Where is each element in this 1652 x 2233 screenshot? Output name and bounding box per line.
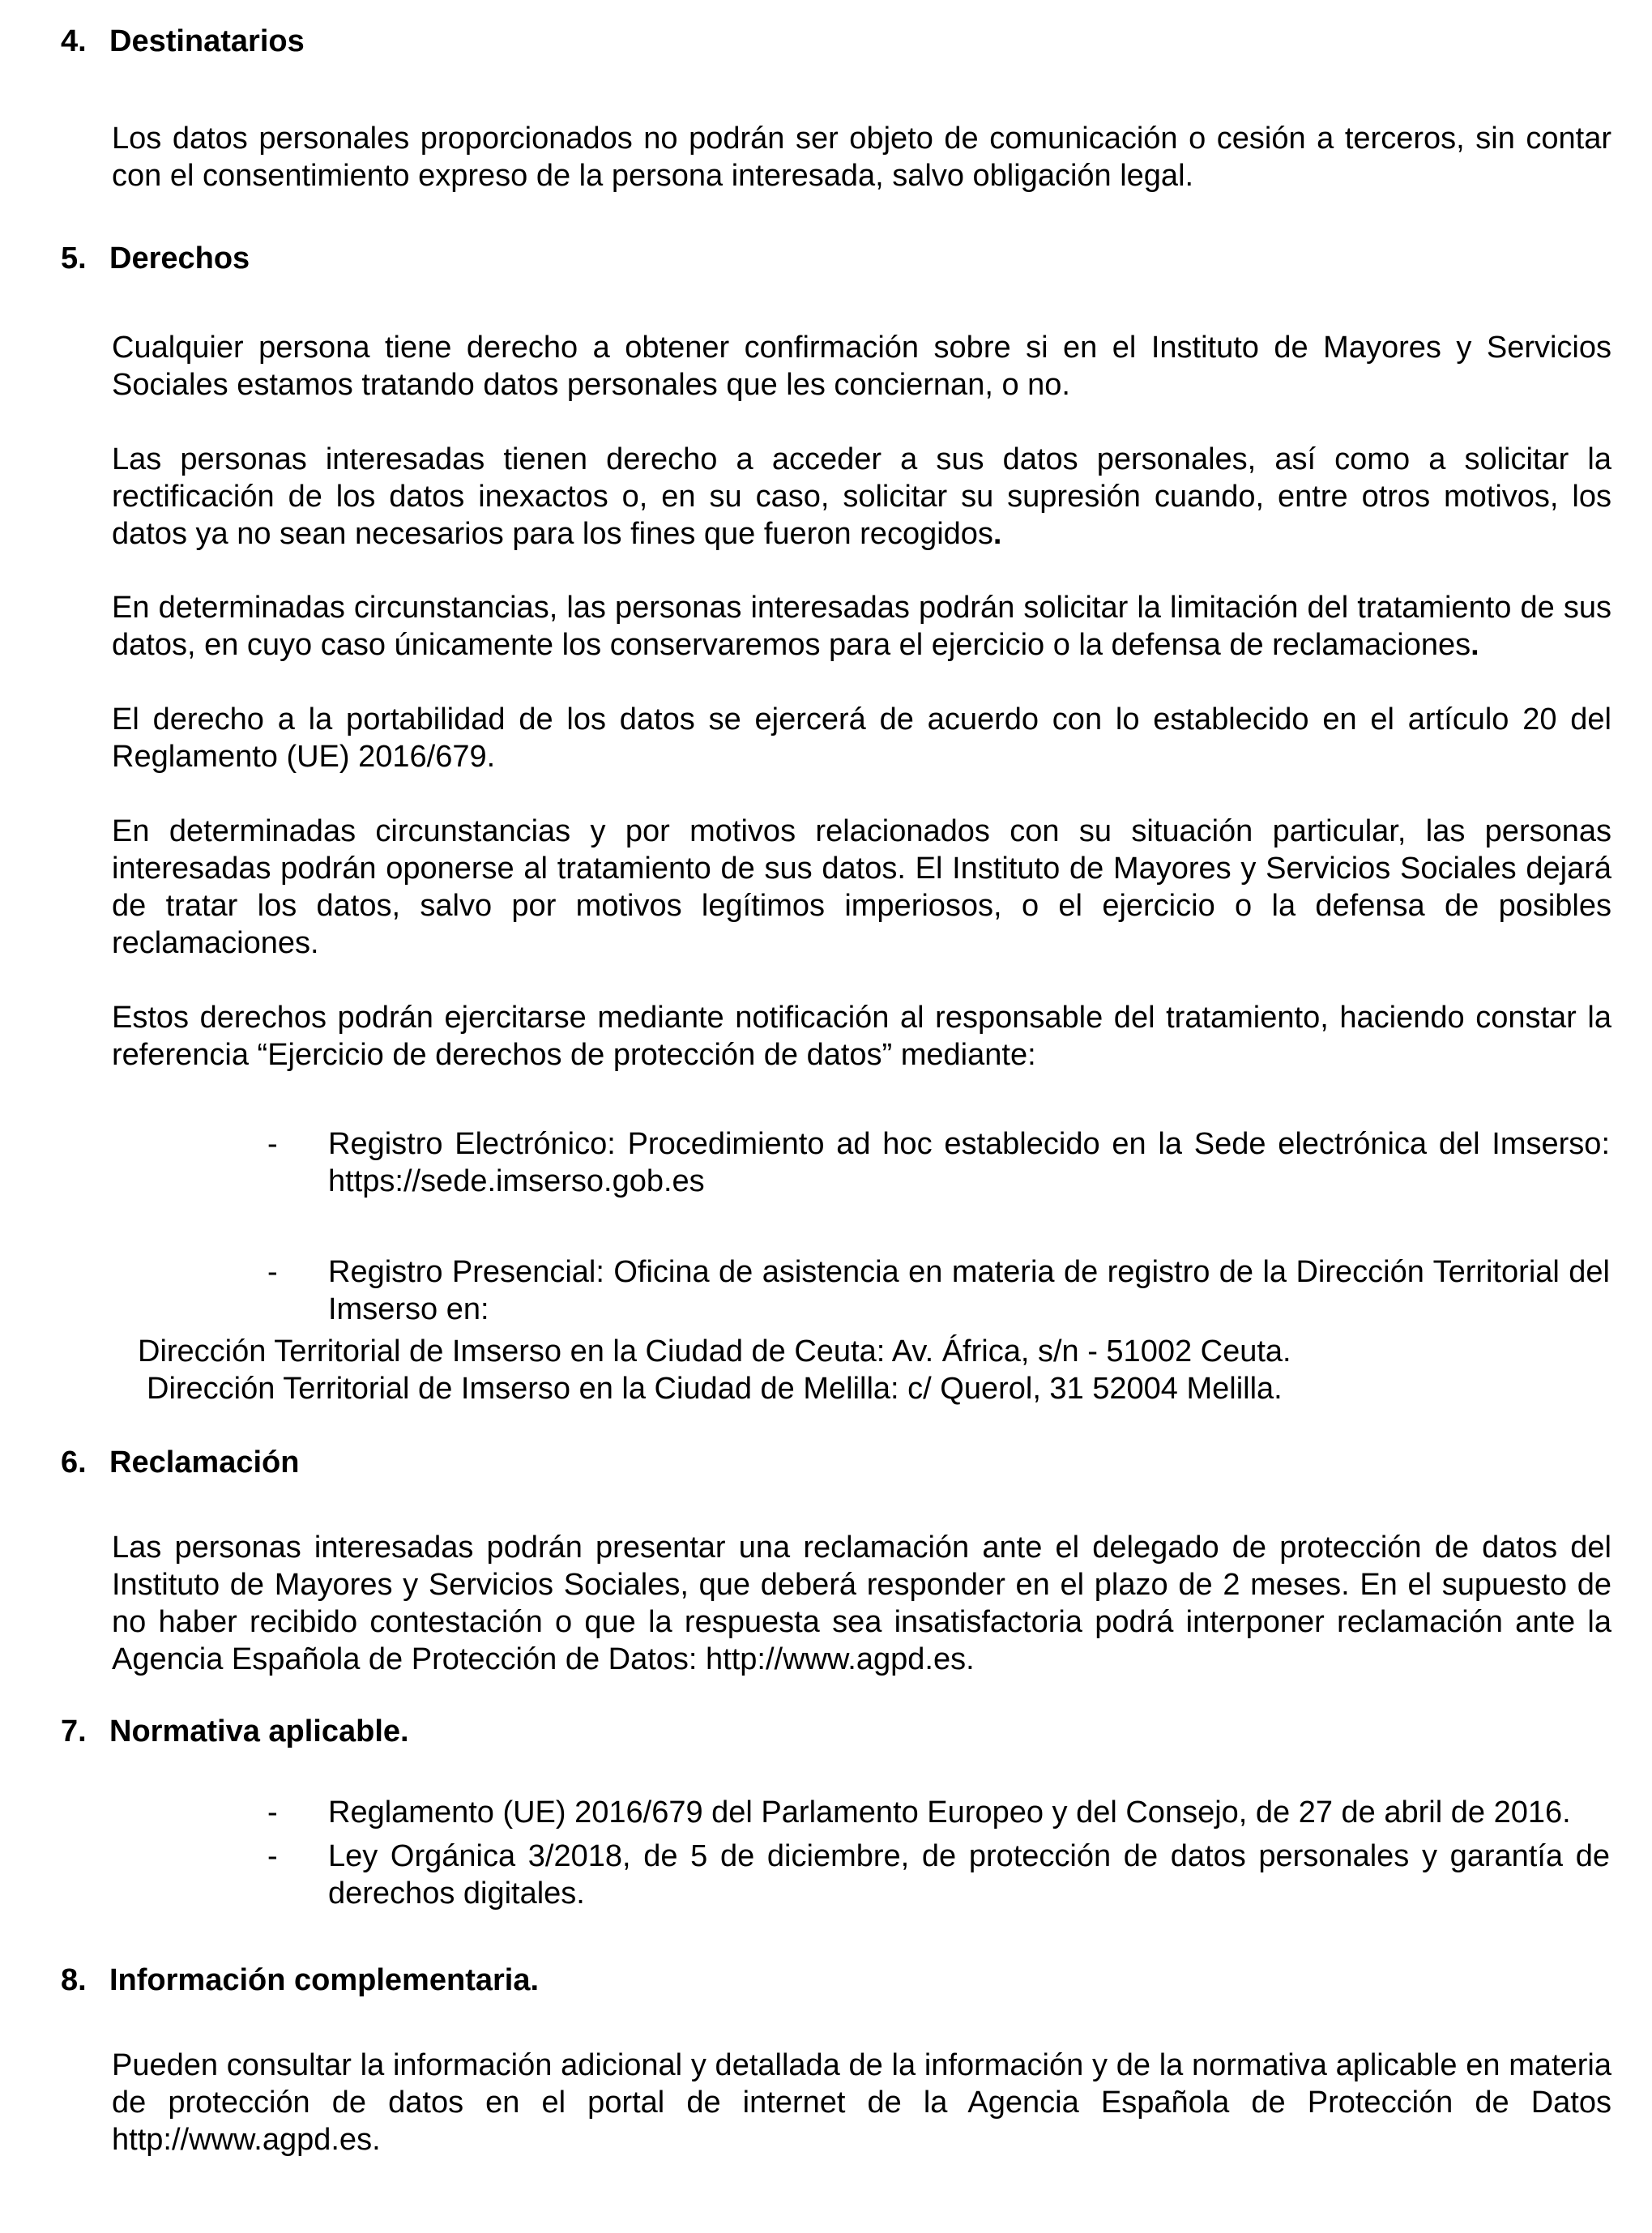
paragraph-text: Las personas interesadas tienen derecho a acceder a sus datos personales, así como a solicitar la rectificación de los datos inexactos o, en su caso, solicitar su supresión cuando, entre otros motivos, los datos ya no sean necesarios para los fines que fueron recogidos bbox=[112, 442, 1611, 551]
paragraph-text: Cualquier persona tiene derecho a obtener confirmación sobre si en el Instituto de Mayores y Servicios Sociales estamos tratando datos personales que les conciernan, o no. bbox=[112, 331, 1611, 402]
section-heading-informacion bbox=[61, 1962, 1611, 1999]
paragraph bbox=[112, 1529, 1611, 1678]
list-item bbox=[267, 1794, 1610, 1831]
paragraph bbox=[112, 999, 1611, 1074]
paragraph-text: Estos derechos podrán ejercitarse mediante notificación al responsable del tratamiento, haciendo constar la referencia “Ejercicio de derechos de protección de datos” mediante: bbox=[112, 1001, 1611, 1072]
paragraph bbox=[112, 701, 1611, 775]
list-item-text: Registro Electrónico: Procedimiento ad hoc establecido en la Sede electrónica del Imserso: https://sede.imserso.gob.es bbox=[328, 1127, 1610, 1198]
section-heading-derechos bbox=[61, 240, 1611, 277]
paragraph-text: El derecho a la portabilidad de los datos se ejercerá de acuerdo con lo establecido en el artículo 20 del Reglamento (UE) 2016/679. bbox=[112, 702, 1611, 774]
address-text: Dirección Territorial de Imserso en la Ciudad de Ceuta: Av. África, s/n - 51002 Ceuta. bbox=[138, 1334, 1291, 1368]
paragraph bbox=[112, 589, 1611, 664]
bold-period: . bbox=[992, 517, 1002, 551]
paragraph-text: Pueden consultar la información adicional y detallada de la información y de la normativa aplicable en materia de protección de datos en el portal de internet de la Agencia Española de Protección de Datos http://www.agpd.es. bbox=[112, 2048, 1611, 2157]
section-number: 6. bbox=[61, 1445, 87, 1479]
section-title: Información complementaria. bbox=[109, 1963, 540, 1997]
paragraph bbox=[112, 441, 1611, 553]
bullet-dash: - bbox=[267, 1795, 278, 1830]
section-title: Destinatarios bbox=[109, 24, 305, 58]
list-item-text: Registro Presencial: Oficina de asistencia en materia de registro de la Dirección Territorial del Imserso en: bbox=[328, 1255, 1610, 1326]
paragraph-text: Los datos personales proporcionados no podrán ser objeto de comunicación o cesión a terceros, sin contar con el consentimiento expreso de la persona interesada, salvo obligación legal. bbox=[112, 122, 1611, 193]
paragraph bbox=[112, 813, 1611, 962]
paragraph bbox=[112, 120, 1611, 194]
list-item bbox=[267, 1838, 1610, 1912]
address-line bbox=[147, 1370, 1611, 1407]
bold-period: . bbox=[1471, 628, 1479, 662]
bullet-dash: - bbox=[267, 1839, 278, 1873]
list-item-text: Reglamento (UE) 2016/679 del Parlamento Europeo y del Consejo, de 27 de abril de 2016. bbox=[328, 1795, 1571, 1830]
paragraph-text: En determinadas circunstancias, las personas interesadas podrán solicitar la limitación del tratamiento de sus datos, en cuyo caso únicamente los conservaremos para el ejercicio o la defensa de reclamaciones bbox=[112, 591, 1611, 662]
section-heading-destinatarios bbox=[61, 23, 1611, 60]
address-text: Dirección Territorial de Imserso en la Ciudad de Melilla: c/ Querol, 31 52004 Melilla. bbox=[147, 1372, 1283, 1406]
section-heading-reclamacion bbox=[61, 1444, 1611, 1481]
section-number: 8. bbox=[61, 1963, 87, 1997]
section-title: Reclamación bbox=[109, 1445, 300, 1479]
section-number: 4. bbox=[61, 24, 87, 58]
bullet-dash: - bbox=[267, 1255, 278, 1289]
section-number: 5. bbox=[61, 241, 87, 275]
paragraph-text: En determinadas circunstancias y por motivos relacionados con su situación particular, las personas interesadas podrán oponerse al tratamiento de sus datos. El Instituto de Mayores y Servicios Sociales dejará de tratar los datos, salvo por motivos legítimos imperiosos, o el ejercicio o la defensa de posibles reclamaciones. bbox=[112, 814, 1611, 960]
section-title: Normativa aplicable. bbox=[109, 1714, 409, 1748]
paragraph-text: Las personas interesadas podrán presentar una reclamación ante el delegado de protección de datos del Instituto de Mayores y Servicios Sociales, que deberá responder en el plazo de 2 meses. En el supuesto de no haber recibido contestación o que la respuesta sea insatisfactoria podrá interponer reclamación ante la Agencia Española de Protección de Datos: http://www.agpd.es. bbox=[112, 1531, 1611, 1676]
paragraph bbox=[112, 329, 1611, 403]
section-heading-normativa bbox=[61, 1713, 1611, 1750]
list-item-text: Ley Orgánica 3/2018, de 5 de diciembre, de protección de datos personales y garantía de derechos digitales. bbox=[328, 1839, 1610, 1911]
list-item bbox=[267, 1253, 1610, 1328]
address-line bbox=[138, 1333, 1611, 1370]
section-number: 7. bbox=[61, 1714, 87, 1748]
paragraph bbox=[112, 2047, 1611, 2158]
list-item bbox=[267, 1125, 1610, 1200]
bullet-dash: - bbox=[267, 1127, 278, 1161]
section-title: Derechos bbox=[109, 241, 250, 275]
